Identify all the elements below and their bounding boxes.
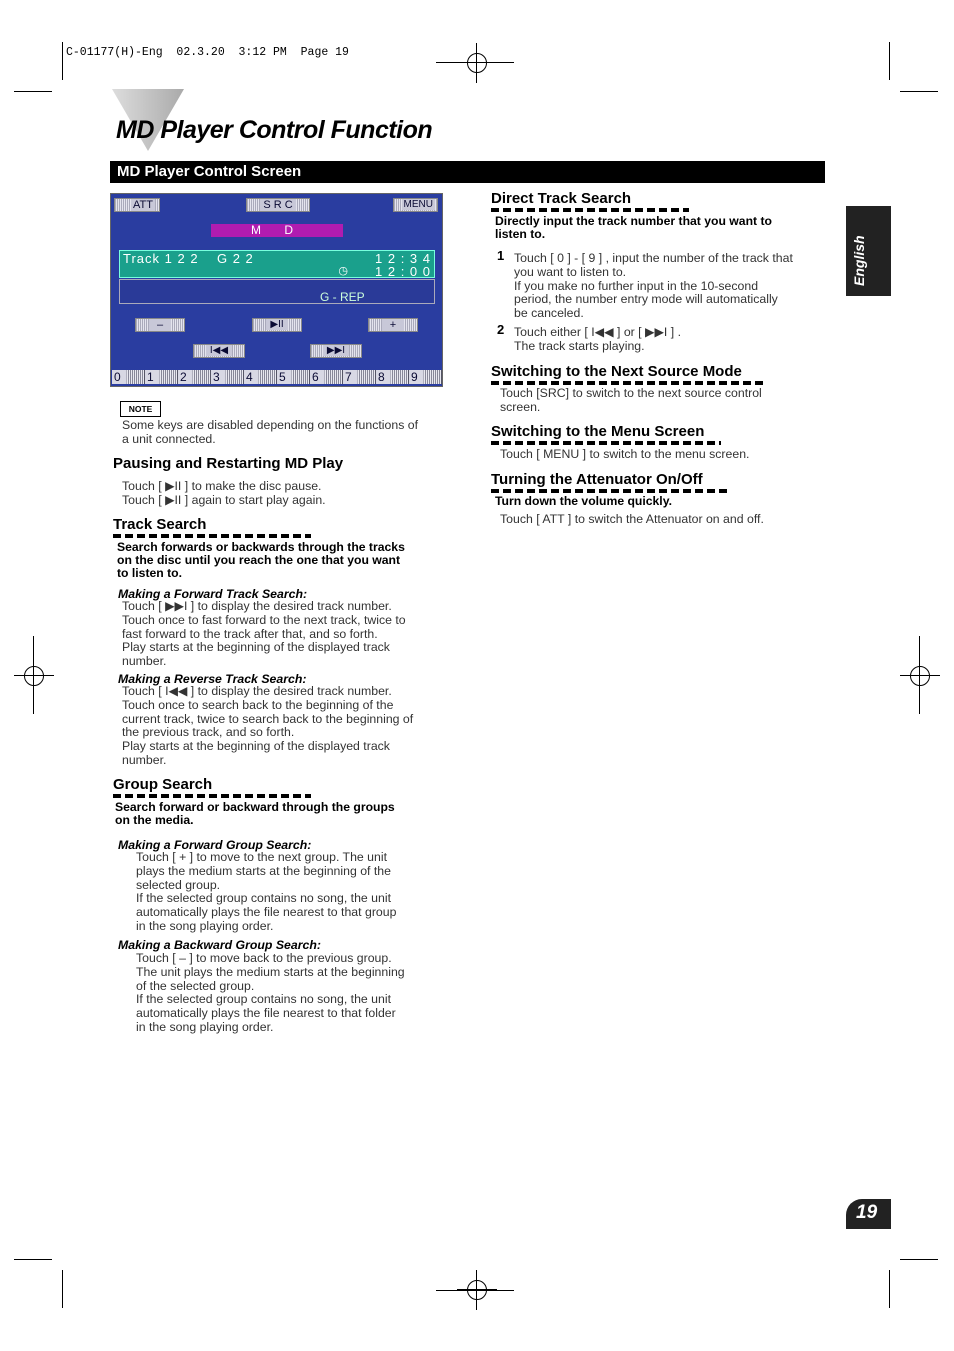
attenuator-summary: Turn down the volume quickly. bbox=[495, 494, 672, 508]
menu-text: Touch [ MENU ] to switch to the menu screen. bbox=[500, 447, 750, 461]
play-time: 1 2 : 3 4 bbox=[375, 251, 431, 266]
page-number bbox=[846, 1199, 891, 1229]
group-plus-button[interactable]: + bbox=[368, 318, 418, 332]
registration-mark bbox=[457, 43, 497, 83]
prev-track-button[interactable]: I◀◀ bbox=[193, 344, 245, 358]
att-button[interactable]: ATT bbox=[114, 198, 160, 212]
clock-icon: ◷ bbox=[338, 265, 348, 277]
number-key-1[interactable]: 1 bbox=[145, 370, 178, 384]
note-text: Some keys are disabled depending on the functions of a unit connected. bbox=[122, 418, 419, 446]
forward-group-text: Touch [ + ] to move to the next group. The unit plays the medium starts at the beginning of the selected group. If the selected group contains no song, the unit automatically plays the file nearest to that group in the song playing order. bbox=[136, 850, 397, 933]
direct-search-heading: Direct Track Search bbox=[491, 190, 632, 207]
registration-mark bbox=[457, 1270, 497, 1310]
number-key-0[interactable]: 0 bbox=[112, 370, 145, 384]
source-heading: Switching to the Next Source Mode bbox=[491, 363, 742, 380]
registration-mark bbox=[900, 656, 940, 696]
attenuator-text: Touch [ ATT ] to switch the Attenuator on and off. bbox=[500, 512, 764, 526]
number-key-7[interactable]: 7 bbox=[343, 370, 376, 384]
group-repeat-indicator: G - REP bbox=[320, 290, 365, 304]
number-key-3[interactable]: 3 bbox=[211, 370, 244, 384]
md-control-screen bbox=[110, 193, 443, 387]
source-display: M D bbox=[211, 224, 343, 237]
track-group-text: Track 1 2 2 G 2 2 bbox=[123, 251, 254, 266]
menu-heading: Switching to the Menu Screen bbox=[491, 423, 705, 440]
pausing-text: Touch [ ▶II ] to make the disc pause. Touch [ ▶II ] again to start play again. bbox=[122, 479, 326, 507]
section-bar-label: MD Player Control Screen bbox=[117, 163, 302, 180]
forward-group-title: Making a Forward Group Search: bbox=[118, 838, 312, 852]
language-tab-label: English bbox=[851, 235, 867, 286]
track-display bbox=[119, 250, 435, 278]
attenuator-heading: Turning the Attenuator On/Off bbox=[491, 471, 703, 488]
number-key-9[interactable]: 9 bbox=[409, 370, 442, 384]
number-key-5[interactable]: 5 bbox=[277, 370, 310, 384]
step2-text: Touch either [ I◀◀ ] or [ ▶▶I ] . The track starts playing. bbox=[514, 325, 681, 353]
track-search-heading: Track Search bbox=[113, 516, 207, 533]
registration-mark bbox=[14, 656, 54, 696]
language-tab bbox=[846, 206, 891, 296]
page-number-label: 19 bbox=[856, 1202, 878, 1223]
number-key-4[interactable]: 4 bbox=[244, 370, 277, 384]
heading-underline bbox=[491, 489, 729, 493]
play-pause-button[interactable]: ▶II bbox=[252, 318, 302, 332]
step-number: 2 bbox=[497, 322, 505, 337]
section-bar bbox=[110, 161, 825, 183]
clock-time: 1 2 : 0 0 bbox=[375, 264, 431, 279]
track-search-summary: Search forwards or backwards through the tracks on the disc until you reach the one that you want to listen to. bbox=[117, 540, 405, 580]
reverse-track-title: Making a Reverse Track Search: bbox=[118, 672, 307, 686]
forward-track-text: Touch [ ▶▶I ] to display the desired track number. Touch once to fast forward to the next track, twice to fast forward to the track after that, and so forth. Play starts at the beginning of the displayed track number. bbox=[122, 599, 406, 669]
menu-button[interactable]: MENU bbox=[393, 198, 438, 212]
next-track-button[interactable]: ▶▶I bbox=[310, 344, 362, 358]
print-slug: C-01177(H)-Eng 02.3.20 3:12 PM Page 19 bbox=[66, 46, 349, 59]
note-label: NOTE bbox=[120, 401, 161, 417]
backward-group-text: Touch [ – ] to move back to the previous group. The unit plays the medium starts at the beginning of the selected group. If the selected group contains no song, the unit automatically plays the file nearest to that folder in the song playing order. bbox=[136, 951, 405, 1034]
reverse-track-text: Touch [ I◀◀ ] to display the desired track number. Touch once to search back to the beginning of the current track, twice to search back to the beginning of the previous track, and so forth. Play starts at the beginning of the displayed track number. bbox=[122, 684, 414, 767]
heading-underline bbox=[113, 534, 311, 538]
heading-underline bbox=[491, 441, 721, 445]
number-key-2[interactable]: 2 bbox=[178, 370, 211, 384]
backward-group-title: Making a Backward Group Search: bbox=[118, 938, 321, 952]
source-text: Touch [SRC] to switch to the next source control screen. bbox=[500, 386, 762, 414]
pausing-heading: Pausing and Restarting MD Play bbox=[113, 455, 344, 472]
heading-underline bbox=[113, 794, 311, 798]
step1-text: Touch [ 0 ] - [ 9 ] , input the number of the track that you want to listen to. If you make no further input in the 10-second period, the number entry mode will automatically be canceled. bbox=[514, 251, 793, 321]
heading-underline bbox=[491, 381, 766, 385]
src-button[interactable]: S R C bbox=[246, 198, 310, 212]
forward-track-title: Making a Forward Track Search: bbox=[118, 587, 308, 601]
group-search-heading: Group Search bbox=[113, 776, 213, 793]
mode-display bbox=[119, 279, 435, 304]
group-minus-button[interactable]: – bbox=[135, 318, 185, 332]
step-number: 1 bbox=[497, 248, 505, 263]
heading-underline bbox=[491, 208, 689, 212]
number-keypad bbox=[112, 370, 442, 384]
direct-search-summary: Directly input the track number that you want to listen to. bbox=[495, 214, 772, 241]
group-search-summary: Search forward or backward through the groups on the media. bbox=[115, 800, 395, 827]
number-key-6[interactable]: 6 bbox=[310, 370, 343, 384]
page-title: MD Player Control Function bbox=[116, 116, 433, 144]
number-key-8[interactable]: 8 bbox=[376, 370, 409, 384]
